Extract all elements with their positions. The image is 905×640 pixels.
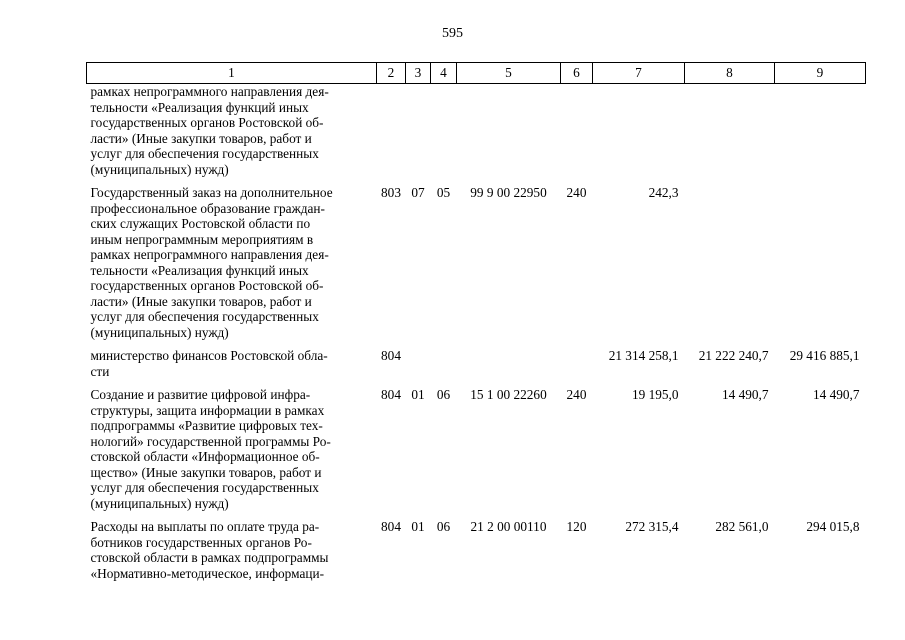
expense-type-code: 240	[566, 387, 587, 402]
row-description	[87, 84, 377, 186]
page-number: 595	[442, 26, 463, 41]
expense-type-code	[561, 348, 593, 387]
row-description	[87, 348, 377, 387]
description-line: иным непрограммным мероприятиям в	[90, 231, 314, 247]
column-header: 3	[406, 63, 431, 84]
description-line: Создание и развитие цифровой инфра-	[90, 387, 311, 402]
description-line: государственных органов Ростовской об-	[90, 115, 324, 130]
ministry-code: 803	[381, 185, 401, 200]
description-line: Государственный заказ на дополнительное	[90, 185, 333, 200]
table-row	[87, 387, 866, 519]
description-line: услуг для обеспечения государственных	[90, 146, 319, 161]
ministry-code: 804	[381, 348, 401, 363]
description-line: ботников государственных органов Ро-	[90, 534, 312, 550]
amount-col7: 19 195,0	[631, 387, 679, 402]
amount-col8	[685, 84, 775, 186]
row-description	[87, 387, 377, 519]
section-code: 07	[411, 185, 425, 200]
amount-col8	[685, 185, 775, 348]
subsection-code: 06	[436, 387, 451, 402]
table-row	[87, 185, 866, 348]
description-line: (муниципальных) нужд)	[90, 495, 229, 511]
amount-col9	[775, 185, 866, 348]
expense-type-code: 120	[566, 519, 587, 534]
budget-table	[86, 62, 866, 581]
subsection-code: 06	[436, 519, 451, 534]
description-line: рамках непрограммного направления дея-	[90, 247, 329, 262]
section-code	[406, 348, 431, 387]
table-row	[87, 519, 866, 581]
table-row	[87, 348, 866, 387]
description-line: профессиональное образование граждан-	[90, 200, 325, 216]
column-header: 8	[685, 63, 775, 84]
column-header: 6	[561, 63, 593, 84]
amount-col9: 294 015,8	[806, 519, 860, 534]
table-row	[87, 84, 866, 186]
target-article-code: 15 1 00 22260	[470, 387, 547, 402]
description-line: сти	[90, 363, 110, 379]
column-header: 5	[457, 63, 561, 84]
amount-col9: 14 490,7	[812, 387, 860, 402]
description-line: (муниципальных) нужд)	[90, 324, 229, 340]
description-line: «Нормативно-методическое, информаци-	[90, 565, 325, 581]
description-line: ских служащих Ростовской области по	[90, 216, 311, 231]
amount-col8: 14 490,7	[721, 387, 769, 402]
column-header: 4	[431, 63, 457, 84]
column-header: 2	[377, 63, 406, 84]
section-code: 01	[411, 519, 425, 534]
amount-col8: 21 222 240,7	[698, 348, 769, 363]
description-line: министерство финансов Ростовской обла-	[90, 348, 328, 363]
amount-col8: 282 561,0	[715, 519, 769, 534]
subsection-code	[431, 348, 457, 387]
description-line: стовской области в рамках подпрограммы	[90, 550, 329, 565]
amount-col9	[775, 84, 866, 186]
header-row	[87, 63, 866, 84]
subsection-code	[431, 84, 457, 186]
subsection-code: 05	[436, 185, 451, 200]
amount-col9: 29 416 885,1	[789, 348, 860, 363]
section-code: 01	[411, 387, 425, 402]
description-line: Расходы на выплаты по оплате труда ра-	[90, 519, 320, 534]
column-header: 1	[87, 63, 377, 84]
description-line: тельности «Реализация функций иных	[90, 262, 309, 278]
description-line: щество» (Иные закупки товаров, работ и	[90, 464, 322, 480]
expense-type-code	[561, 84, 593, 186]
row-description	[87, 519, 377, 581]
amount-col7: 242,3	[648, 185, 679, 200]
description-line: нологий» государственной программы Ро-	[90, 433, 331, 449]
description-line: услуг для обеспечения государственных	[90, 480, 319, 495]
expense-type-code: 240	[566, 185, 587, 200]
description-line: государственных органов Ростовской об-	[90, 278, 324, 293]
column-header: 7	[593, 63, 685, 84]
amount-col7: 272 315,4	[625, 519, 679, 534]
target-article-code	[457, 348, 561, 387]
section-code	[406, 84, 431, 186]
ministry-code	[377, 84, 406, 186]
description-line: тельности «Реализация функций иных	[90, 99, 309, 115]
description-line: структуры, защита информации в рамках	[90, 402, 325, 418]
target-article-code: 21 2 00 00110	[470, 519, 547, 534]
ministry-code: 804	[381, 387, 401, 402]
description-line: рамках непрограммного направления дея-	[90, 84, 329, 99]
description-line: ласти» (Иные закупки товаров, работ и	[90, 293, 312, 309]
target-article-code: 99 9 00 22950	[470, 185, 547, 200]
column-header: 9	[775, 63, 866, 84]
description-line: услуг для обеспечения государственных	[90, 309, 319, 324]
description-line: подпрограммы «Развитие цифровых тех-	[90, 418, 323, 433]
description-line: ласти» (Иные закупки товаров, работ и	[90, 130, 312, 146]
row-description	[87, 185, 377, 348]
description-line: (муниципальных) нужд)	[90, 161, 229, 177]
ministry-code: 804	[381, 519, 401, 534]
target-article-code	[457, 84, 561, 186]
description-line: стовской области «Информационное об-	[90, 449, 320, 464]
amount-col7	[593, 84, 685, 186]
amount-col7: 21 314 258,1	[608, 348, 679, 363]
